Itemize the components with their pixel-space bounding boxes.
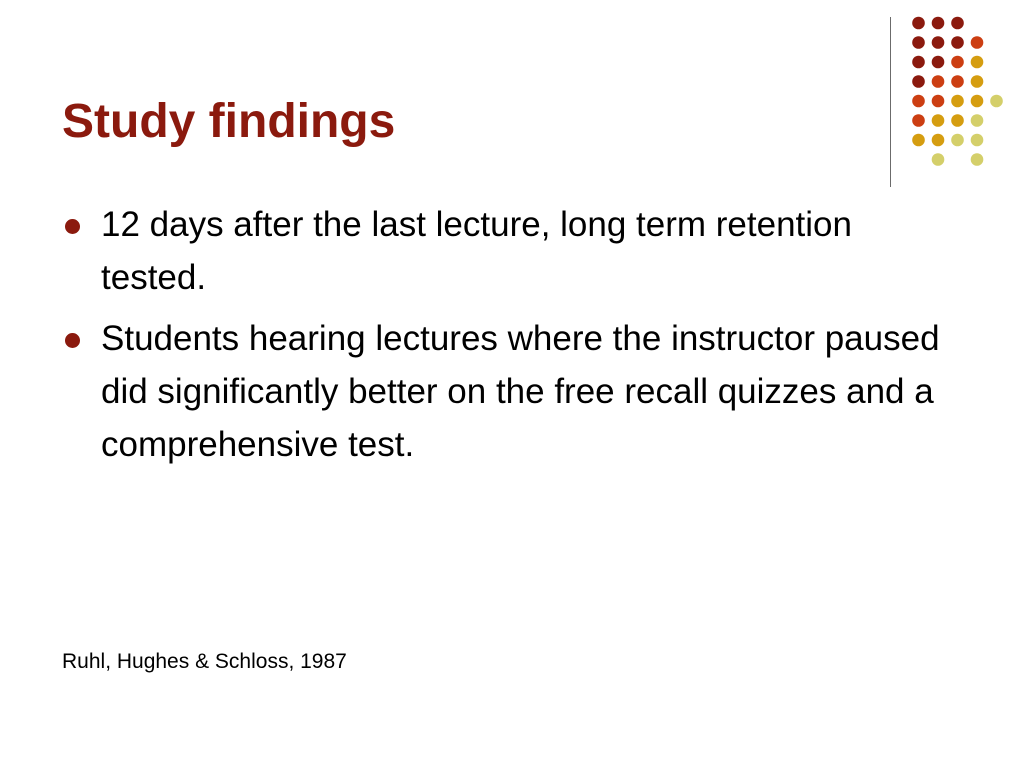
decorative-dot: [912, 56, 925, 69]
decorative-dot: [932, 75, 945, 88]
vertical-divider: [890, 17, 891, 187]
decorative-dot: [951, 36, 964, 49]
bullet-text: Students hearing lectures where the instructor paused did significantly better on the free recall quizzes and a comprehensive test.: [101, 319, 940, 464]
decorative-dot: [932, 36, 945, 49]
decorative-dot: [932, 134, 945, 147]
decorative-dot: [932, 56, 945, 69]
decorative-dot: [912, 17, 925, 30]
decorative-dot: [912, 75, 925, 88]
slide-title: Study findings: [62, 95, 396, 148]
decorative-dot: [971, 36, 984, 49]
decorative-dot: [951, 134, 964, 147]
bullet-list: [62, 198, 962, 479]
decorative-dot: [932, 95, 945, 108]
decorative-dot: [971, 153, 984, 166]
decorative-dot: [932, 153, 945, 166]
decorative-dot: [912, 114, 925, 127]
decorative-dot: [912, 36, 925, 49]
decorative-dot: [971, 95, 984, 108]
bullet-item: [62, 198, 962, 304]
decorative-dot: [971, 56, 984, 69]
bullet-item: [62, 312, 962, 471]
decorative-dot: [951, 17, 964, 30]
decorative-dot: [951, 56, 964, 69]
decorative-dot: [912, 95, 925, 108]
decorative-dot: [912, 134, 925, 147]
decorative-dot: [971, 134, 984, 147]
bullet-dot-icon: [65, 219, 80, 234]
decorative-dot: [951, 114, 964, 127]
dot-grid-icon: [900, 10, 1010, 170]
decorative-dot: [951, 95, 964, 108]
decorative-dot: [951, 75, 964, 88]
bullet-text: 12 days after the last lecture, long term retention tested.: [101, 205, 852, 297]
decorative-dot: [971, 75, 984, 88]
decorative-dot: [971, 114, 984, 127]
citation: Ruhl, Hughes & Schloss, 1987: [62, 650, 347, 673]
decorative-dot: [990, 95, 1003, 108]
decorative-dot: [932, 114, 945, 127]
bullet-dot-icon: [65, 333, 80, 348]
decorative-dot: [932, 17, 945, 30]
